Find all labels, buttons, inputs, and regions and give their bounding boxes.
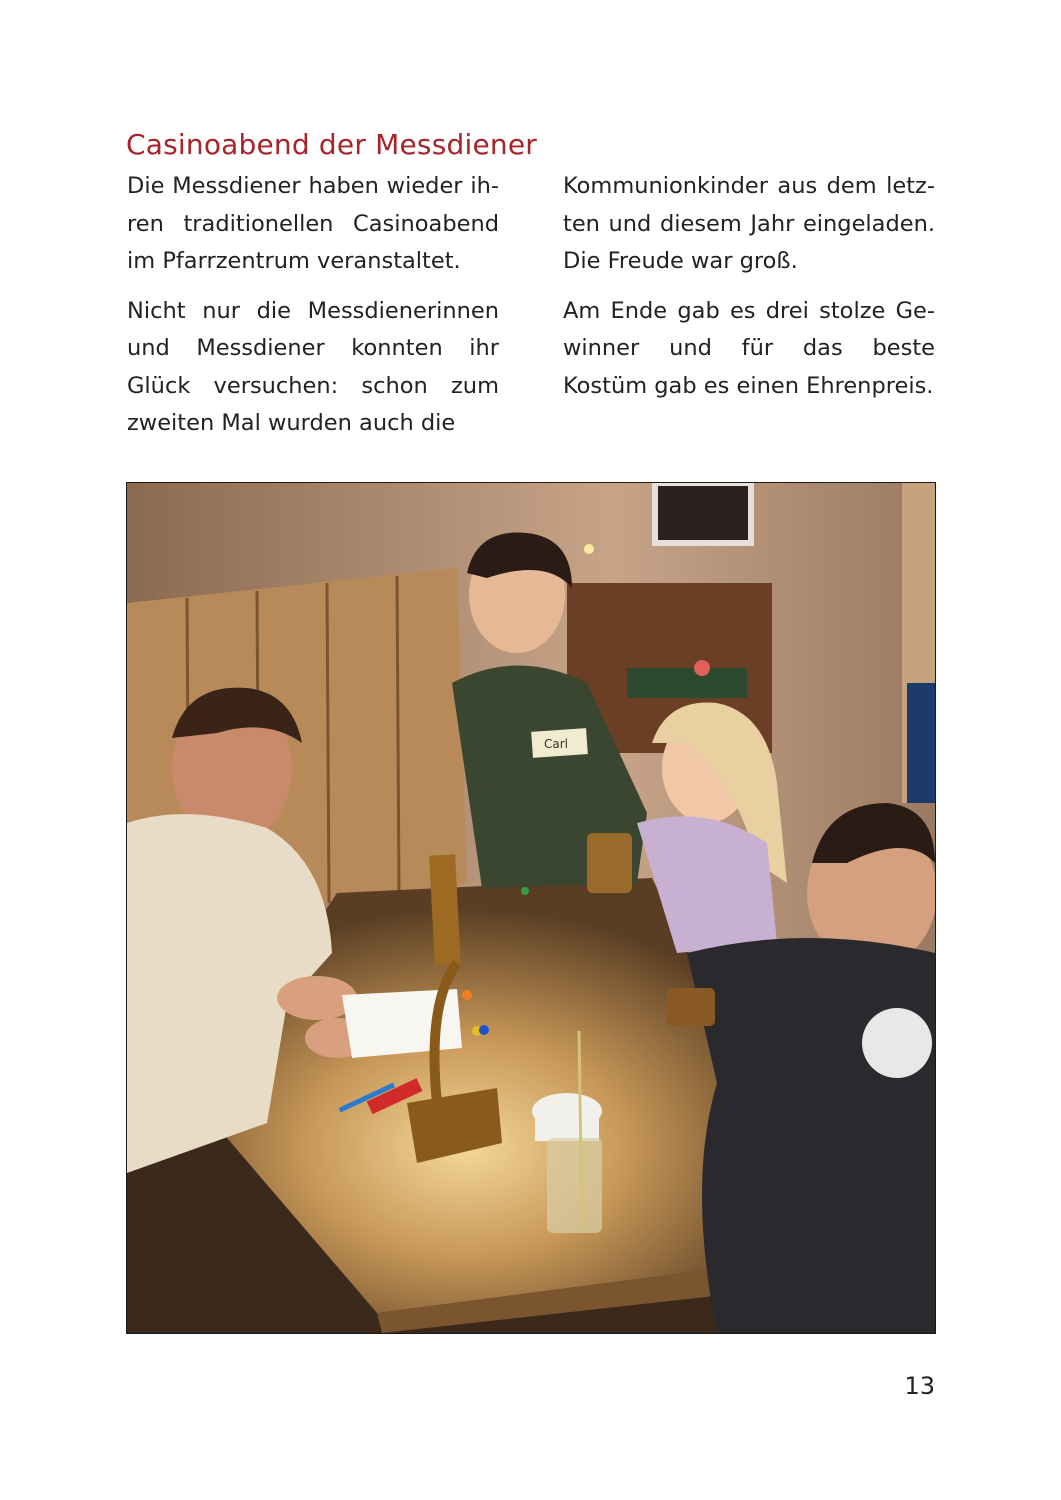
candle-light: [584, 544, 594, 554]
water-glass: [547, 1138, 602, 1233]
paragraph-1: Die Messdiener haben wieder ihren traditionellen Casinoabend im Pfarrzentrum veranstaltet.: [127, 173, 499, 274]
left-text-column: [127, 168, 499, 455]
paragraph-4: Am Ende gab es drei stolze Gewinner und für das beste Kostüm gab es einen Ehrenpreis.: [563, 297, 935, 399]
chip: [479, 1025, 489, 1035]
chip: [462, 990, 472, 1000]
paragraph-3: Kommunionkinder aus dem letzten und diesem Jahr eingeladen. Die Freude war groß.: [563, 173, 935, 274]
candle-light: [694, 660, 710, 676]
chip: [521, 887, 529, 895]
wall-picture: [655, 483, 751, 543]
page-number: 13: [904, 1372, 935, 1400]
football-print: [862, 1008, 932, 1078]
dice-cup: [587, 833, 632, 893]
dice-cup: [667, 988, 715, 1026]
name-tag-carl-text: Carl: [544, 737, 568, 751]
casino-evening-photo: [126, 482, 936, 1334]
paragraph-2: Nicht nur die Messdienerinnen und Messdiener konnten ihr Glück versuchen: schon zum zweiten Mal wurden auch die: [127, 297, 499, 436]
person-boy-right-body: [687, 938, 935, 1333]
right-text-column: [563, 168, 935, 417]
article-title: Casinoabend der Messdiener: [126, 128, 537, 161]
